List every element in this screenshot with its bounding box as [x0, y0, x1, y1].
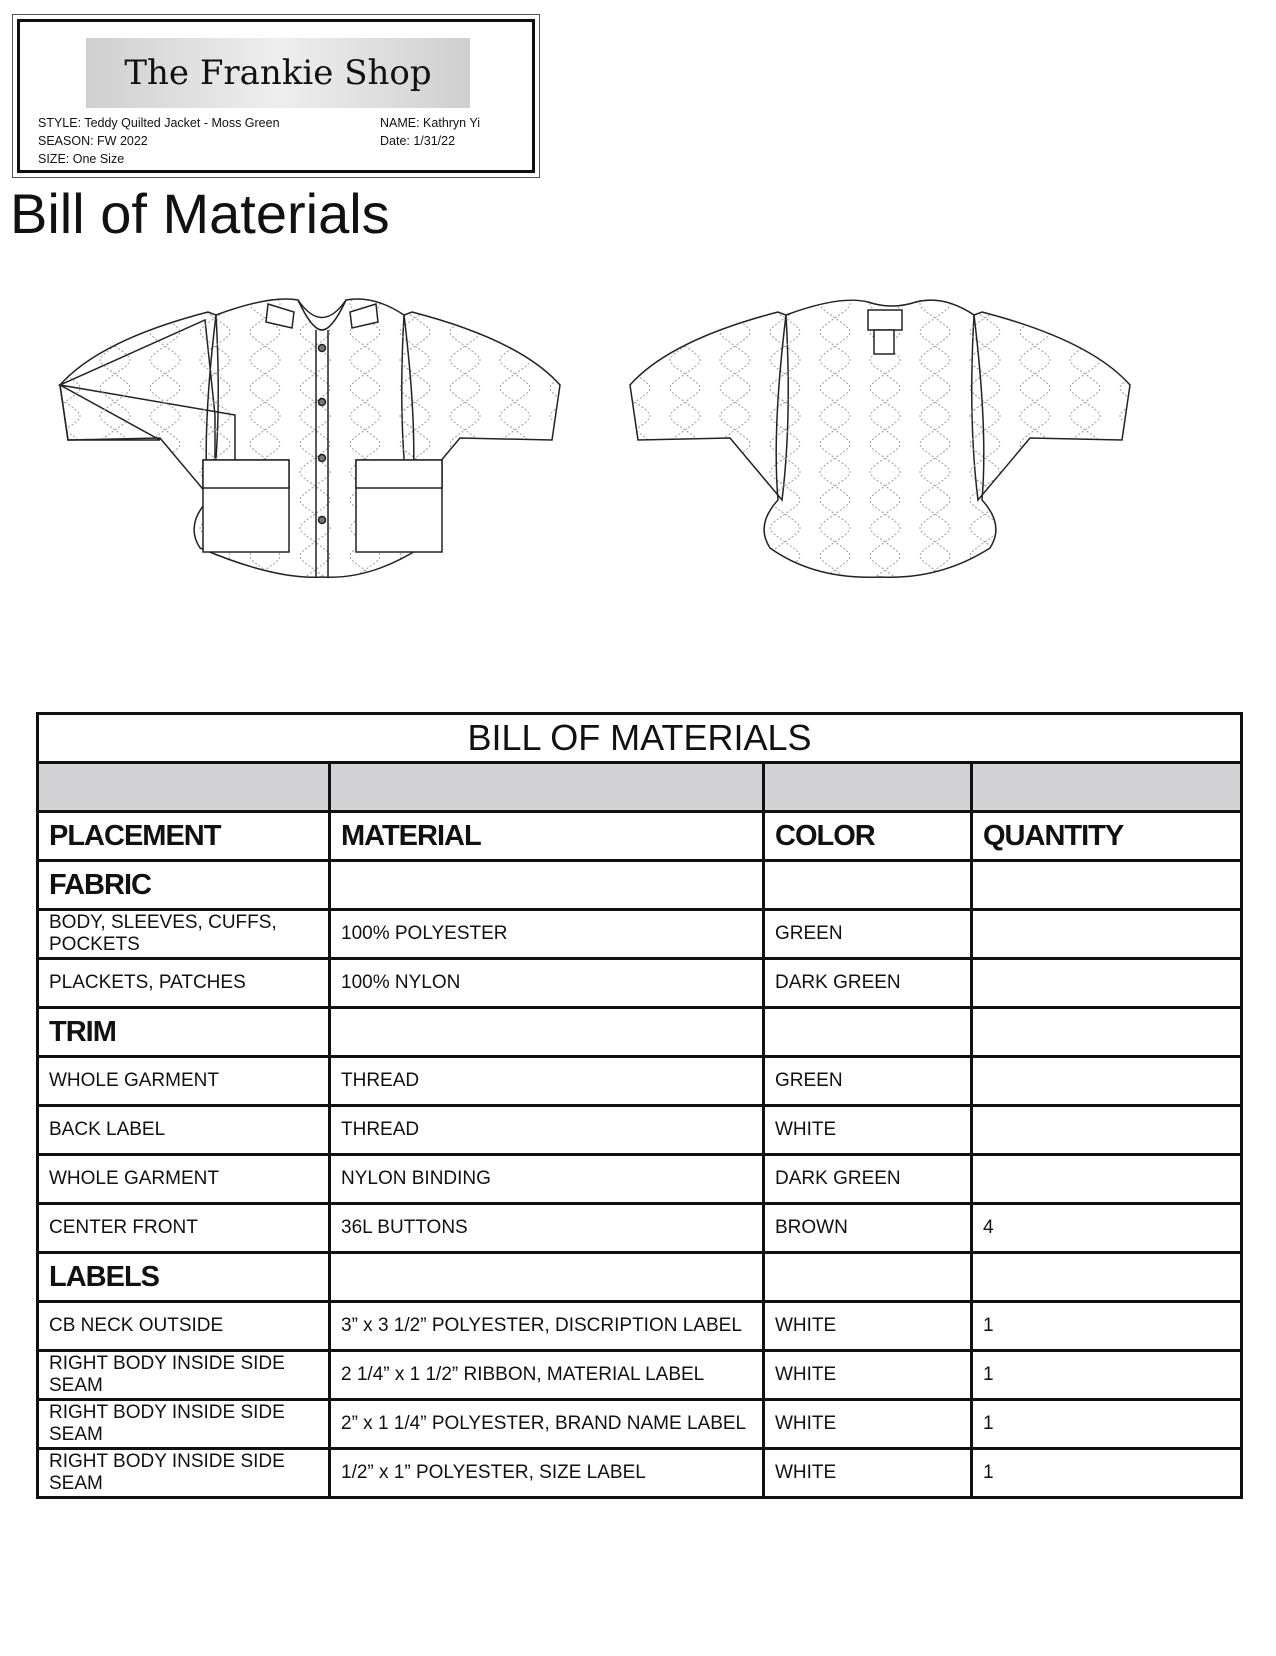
- section-label: TRIM: [38, 1008, 330, 1057]
- color-cell: BROWN: [764, 1204, 972, 1253]
- color-cell: WHITE: [764, 1351, 972, 1400]
- header-row: [38, 812, 1242, 861]
- meta-right: [380, 114, 480, 150]
- color-cell: GREEN: [764, 910, 972, 959]
- color-cell: WHITE: [764, 1106, 972, 1155]
- table-row: [38, 1106, 1242, 1155]
- placement-cell: CENTER FRONT: [38, 1204, 330, 1253]
- quantity-cell: 1: [972, 1400, 1242, 1449]
- table-row: [38, 1204, 1242, 1253]
- quantity-cell: 1: [972, 1351, 1242, 1400]
- table-row: [38, 1449, 1242, 1498]
- table-body: [38, 714, 1242, 1498]
- table-row: [38, 910, 1242, 959]
- gray-spacer-row: [38, 763, 1242, 812]
- size-text: SIZE: One Size: [38, 152, 125, 166]
- material-cell: 2” x 1 1/4” POLYESTER, BRAND NAME LABEL: [330, 1400, 764, 1449]
- empty-cell: [330, 1253, 764, 1302]
- quantity-cell: [972, 959, 1242, 1008]
- material-cell: 100% NYLON: [330, 959, 764, 1008]
- header-box: [12, 14, 540, 178]
- quantity-cell: 1: [972, 1449, 1242, 1498]
- section-row: [38, 1008, 1242, 1057]
- technical-sketches: [40, 290, 1240, 630]
- empty-cell: [764, 1008, 972, 1057]
- color-cell: WHITE: [764, 1302, 972, 1351]
- spacer-cell: [330, 763, 764, 812]
- material-cell: 2 1/4” x 1 1/2” RIBBON, MATERIAL LABEL: [330, 1351, 764, 1400]
- material-cell: 36L BUTTONS: [330, 1204, 764, 1253]
- table-title: BILL OF MATERIALS: [38, 714, 1242, 763]
- bill-of-materials-table: [36, 712, 1243, 1499]
- material-cell: 1/2” x 1” POLYESTER, SIZE LABEL: [330, 1449, 764, 1498]
- empty-cell: [764, 1253, 972, 1302]
- placement-cell: WHOLE GARMENT: [38, 1155, 330, 1204]
- quantity-cell: [972, 1057, 1242, 1106]
- placement-cell: BODY, SLEEVES, CUFFS, POCKETS: [38, 910, 330, 959]
- empty-cell: [972, 1253, 1242, 1302]
- table-row: [38, 1057, 1242, 1106]
- section-label: FABRIC: [38, 861, 330, 910]
- header-frame: [17, 19, 535, 173]
- material-cell: NYLON BINDING: [330, 1155, 764, 1204]
- date-text: Date: 1/31/22: [380, 134, 456, 148]
- color-cell: GREEN: [764, 1057, 972, 1106]
- quantity-cell: [972, 1106, 1242, 1155]
- table-title-row: [38, 714, 1242, 763]
- page-title: Bill of Materials: [10, 182, 390, 245]
- empty-cell: [972, 1008, 1242, 1057]
- back-view-sketch: [630, 300, 1130, 577]
- placement-cell: RIGHT BODY INSIDE SIDE SEAM: [38, 1351, 330, 1400]
- spacer-cell: [764, 763, 972, 812]
- placement-cell: BACK LABEL: [38, 1106, 330, 1155]
- section-row: [38, 1253, 1242, 1302]
- table-row: [38, 1351, 1242, 1400]
- material-cell: THREAD: [330, 1106, 764, 1155]
- empty-cell: [764, 861, 972, 910]
- quantity-cell: [972, 910, 1242, 959]
- material-cell: THREAD: [330, 1057, 764, 1106]
- quantity-cell: 4: [972, 1204, 1242, 1253]
- empty-cell: [330, 861, 764, 910]
- brand-logo: The Frankie Shop: [86, 38, 470, 108]
- table-row: [38, 1155, 1242, 1204]
- header-placement: PLACEMENT: [38, 812, 330, 861]
- section-row: [38, 861, 1242, 910]
- color-cell: DARK GREEN: [764, 959, 972, 1008]
- header-color: COLOR: [764, 812, 972, 861]
- color-cell: WHITE: [764, 1400, 972, 1449]
- section-label: LABELS: [38, 1253, 330, 1302]
- spacer-cell: [972, 763, 1242, 812]
- spacer-cell: [38, 763, 330, 812]
- table-row: [38, 959, 1242, 1008]
- placement-cell: CB NECK OUTSIDE: [38, 1302, 330, 1351]
- name-text: NAME: Kathryn Yi: [380, 116, 481, 130]
- placement-cell: WHOLE GARMENT: [38, 1057, 330, 1106]
- placement-cell: RIGHT BODY INSIDE SIDE SEAM: [38, 1449, 330, 1498]
- header-material: MATERIAL: [330, 812, 764, 861]
- header-quantity: QUANTITY: [972, 812, 1242, 861]
- material-cell: 100% POLYESTER: [330, 910, 764, 959]
- empty-cell: [330, 1008, 764, 1057]
- quantity-cell: 1: [972, 1302, 1242, 1351]
- material-cell: 3” x 3 1/2” POLYESTER, DISCRIPTION LABEL: [330, 1302, 764, 1351]
- color-cell: WHITE: [764, 1449, 972, 1498]
- season-text: SEASON: FW 2022: [38, 134, 148, 148]
- color-cell: DARK GREEN: [764, 1155, 972, 1204]
- table-row: [38, 1400, 1242, 1449]
- meta-left: [38, 114, 280, 168]
- quantity-cell: [972, 1155, 1242, 1204]
- placement-cell: RIGHT BODY INSIDE SIDE SEAM: [38, 1400, 330, 1449]
- style-text: STYLE: Teddy Quilted Jacket - Moss Green: [38, 116, 280, 130]
- table-row: [38, 1302, 1242, 1351]
- placement-cell: PLACKETS, PATCHES: [38, 959, 330, 1008]
- empty-cell: [972, 861, 1242, 910]
- front-view-sketch: [60, 299, 560, 577]
